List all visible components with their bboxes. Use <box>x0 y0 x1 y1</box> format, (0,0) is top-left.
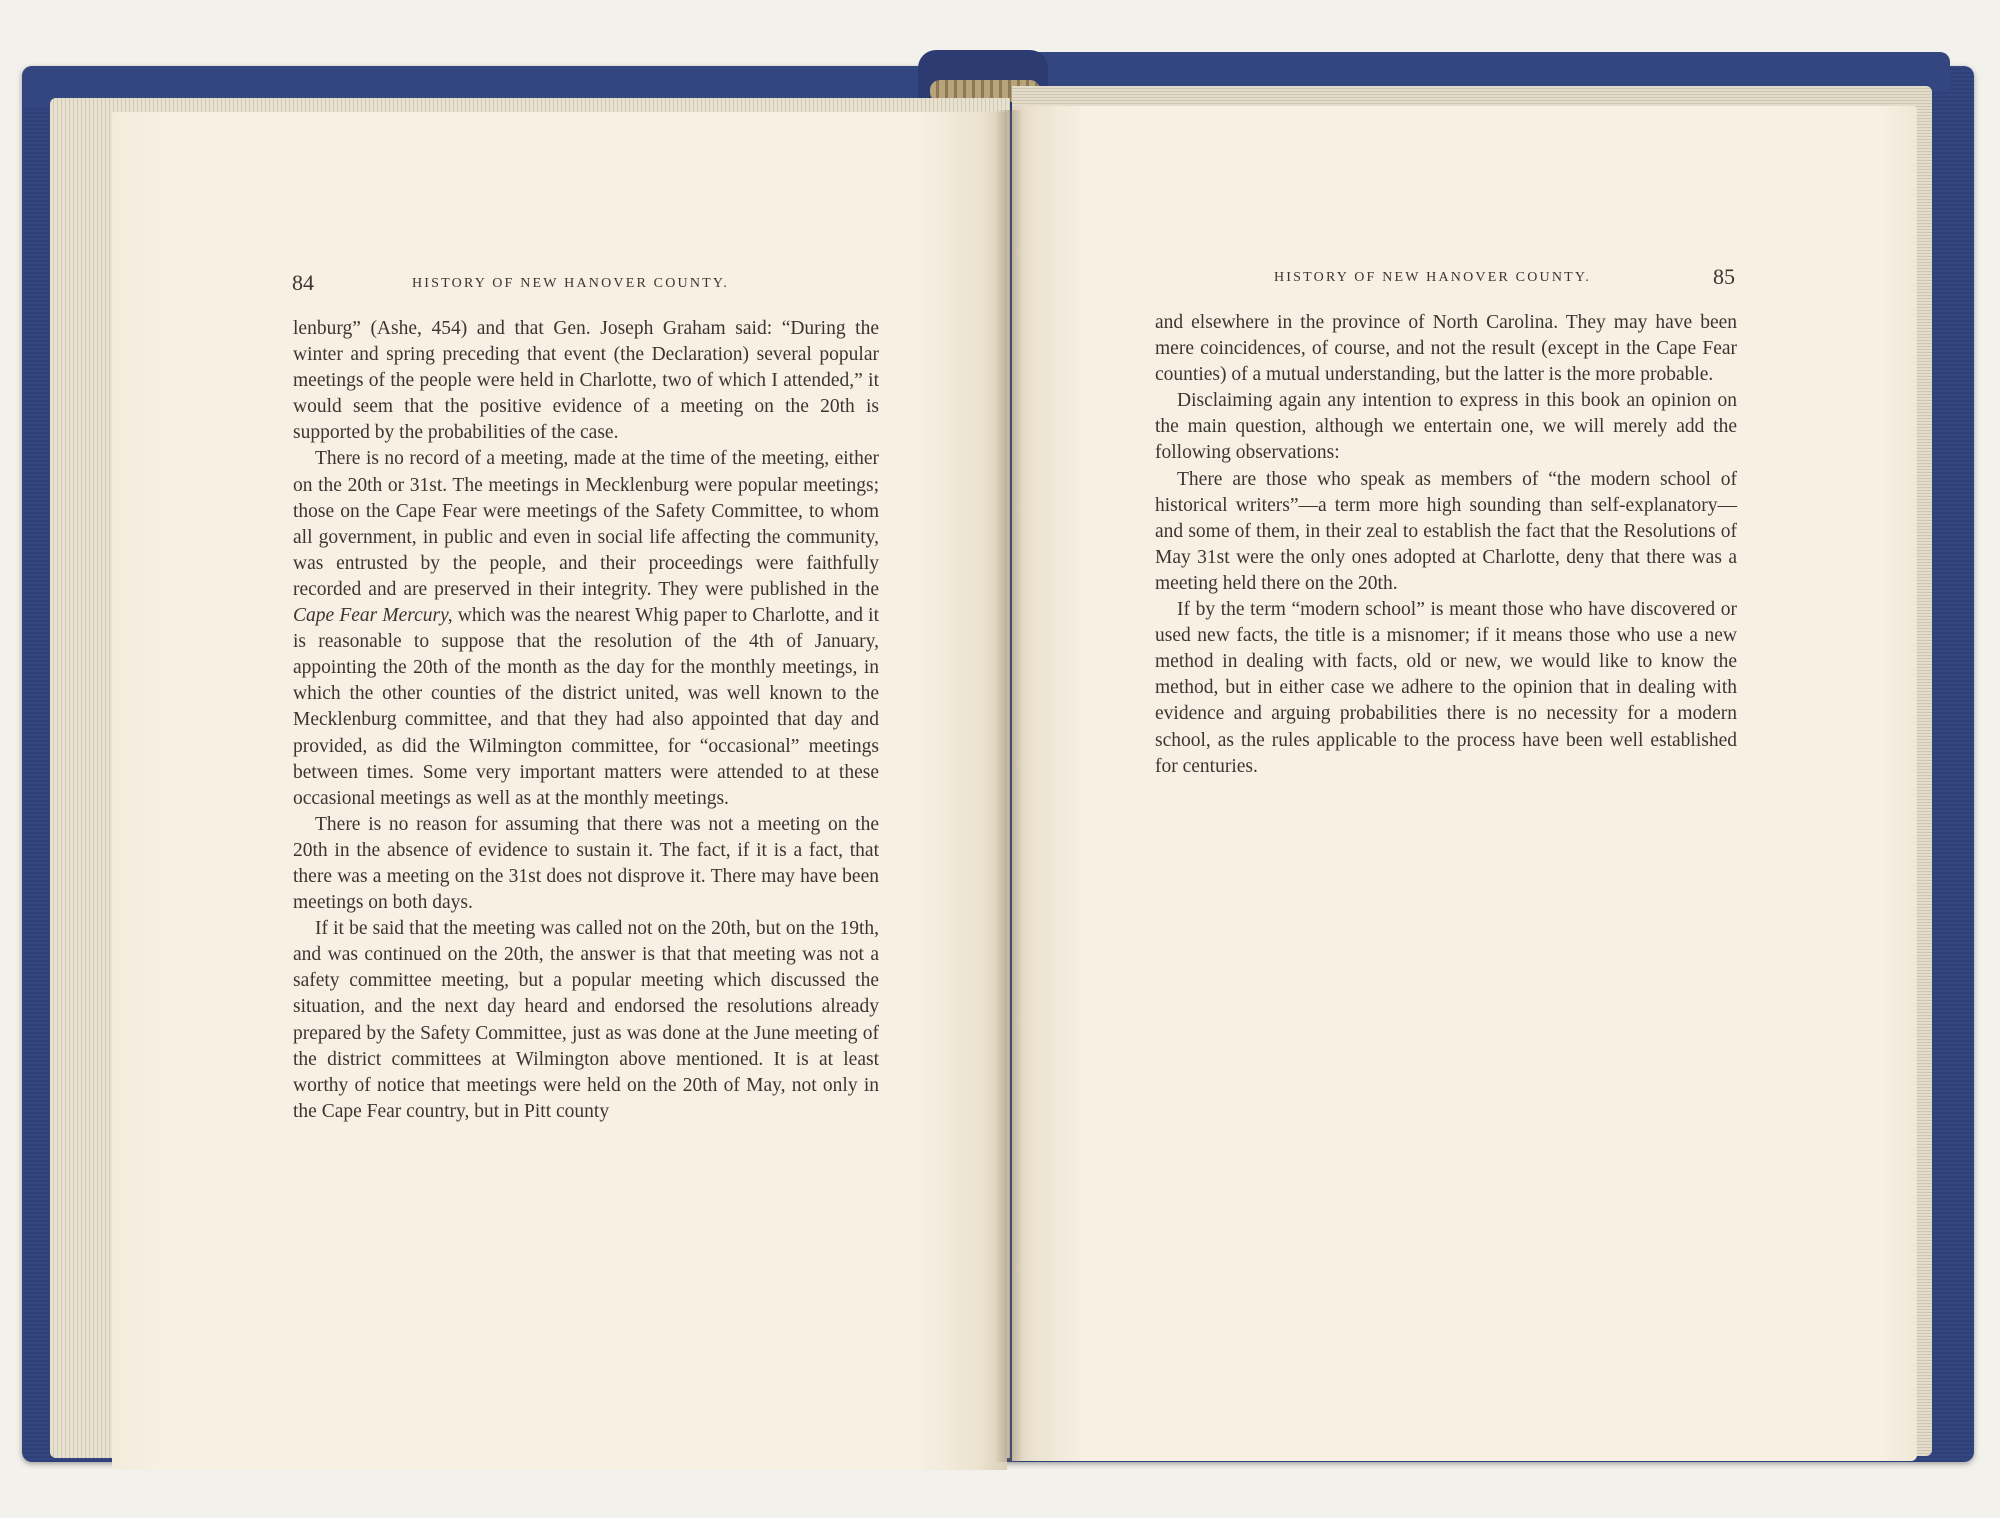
running-head-left: HISTORY OF NEW HANOVER COUNTY. <box>412 276 730 291</box>
page-number-right: 85 <box>1713 264 1735 289</box>
paragraph: There are those who speak as members of “the modern school of historical writers”—a term more high sounding than self-explanatory—and some of them, in their zeal to establish the fact that the Resolutions of May 31st were the only ones adopted at Charlotte, deny that there was a meeting held there on the 20th. <box>1155 468 1737 594</box>
left-page <box>112 112 1007 1470</box>
paragraph: lenburg” (Ashe, 454) and that Gen. Joseph Graham said: “During the winter and spring preceding that event (the Declaration) several popular meetings of the people were held in Charlotte, two of which I attended,” it would seem that the positive evidence of a meeting on the 20th is supported by the probabilities of the case. <box>293 318 879 444</box>
paragraph: There is no reason for assuming that there was not a meeting on the 20th in the absence of evidence to sustain it. The fact, if it is a fact, that there was a meeting on the 31st does not disprove it. There may have been meetings on both days. <box>293 813 879 914</box>
paragraph: and elsewhere in the province of North Carolina. They may have been mere coincidences, of course, and not the result (except in the Cape Fear counties) of a mutual understanding, but the latter is the more probable. <box>1155 312 1737 386</box>
paragraph-text: which was the nearest Whig paper to Charlotte, and it is reasonable to suppose that the resolution of the 4th of January, appointing the 20th of the month as the day for the monthly meetings, in which the other counties of the district united, was well known to the Mecklenburg committee, and that they had also appointed that day and provided, as did the Wilmington committee, for “occasional” meetings between times. Some very important matters were attended to at these occasional meetings as well as at the monthly meetings. <box>293 605 880 809</box>
newspaper-title: Cape Fear Mercury, <box>293 605 453 627</box>
paragraph: Disclaiming again any intention to express in this book an opinion on the main question, although we entertain one, we will merely add the following observations: <box>1155 390 1737 464</box>
paragraph: If it be said that the meeting was called not on the 20th, but on the 19th, and was continued on the 20th, the answer is that that meeting was not a safety committee meeting, but a popular meeting which discussed the situation, and the next day heard and endorsed the resolutions already prepared by the Safety Committee, just as was done at the June meeting of the district committees at Wilmington above mentioned. It is at least worthy of notice that meetings were held on the 20th of May, not only in the Cape Fear country, but in Pitt county <box>293 918 879 1122</box>
left-page-body <box>293 316 879 1125</box>
paragraph-text: There is no record of a meeting, made at the time of the meeting, either on the 20th or 31st. The meetings in Mecklenburg were popular meetings; those on the Cape Fear were meetings of the Safety Committee, to whom all government, in public and even in social life affecting the community, was entrusted by the people, and their proceedings were faithfully recorded and are preserved in their integrity. They were published in the <box>293 448 879 600</box>
paragraph <box>293 446 879 811</box>
paragraph: If by the term “modern school” is meant those who have discovered or used new facts, the title is a misnomer; if it means those who use a new method in dealing with facts, old or new, we would like to know the method, but in either case we adhere to the opinion that in dealing with evidence and arguing probabilities there is no necessity for a modern school, as the rules applicable to the process have been well established for centuries. <box>1155 599 1737 777</box>
running-head-right: HISTORY OF NEW HANOVER COUNTY. <box>1274 270 1592 285</box>
right-page <box>1012 106 1917 1461</box>
gutter-shadow <box>995 110 1023 1462</box>
right-page-body <box>1155 310 1737 780</box>
page-number-left: 84 <box>292 270 314 295</box>
